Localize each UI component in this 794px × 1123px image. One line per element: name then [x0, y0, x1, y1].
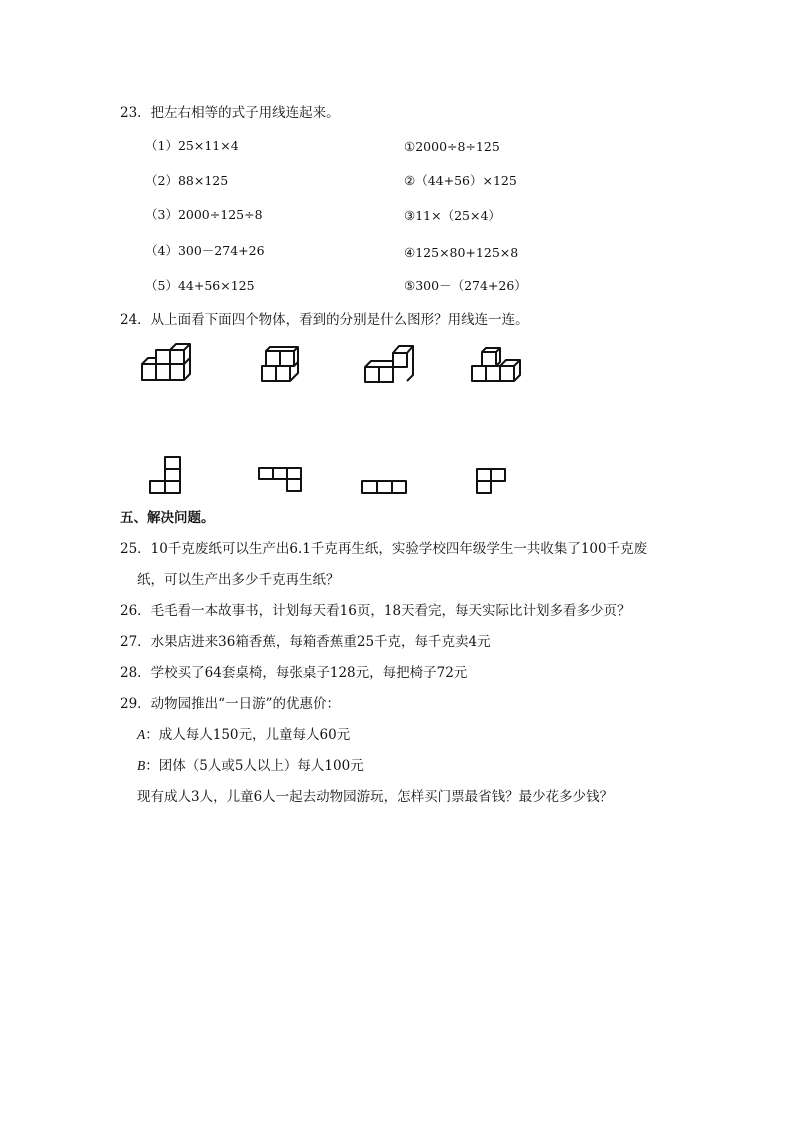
cube-object-1 [140, 340, 196, 384]
problem-29-option-b [137, 757, 364, 775]
q23-left-3: （3）2000÷125÷8 [145, 207, 263, 222]
q23-right-2: ②（44+56）×125 [404, 173, 517, 188]
cube-object-4 [470, 346, 524, 384]
cube-object-2 [260, 346, 306, 384]
q23-left-2: （2）88×125 [145, 173, 229, 188]
q23-left-1: （1）25×11×4 [145, 138, 239, 153]
q24-title: 24．从上面看下面四个物体，看到的分别是什么图形？用线连一连。 [120, 312, 529, 328]
top-view-shape-2 [256, 465, 306, 495]
problem-29-option-a [137, 726, 350, 744]
q23-right-1: ①2000÷8÷125 [404, 139, 500, 154]
q23-left-5: （5）44+56×125 [145, 278, 255, 293]
section-heading: 五、解决问题。 [120, 510, 215, 526]
q23-right-5: ⑤300－（274+26） [404, 278, 527, 293]
problem-28: 28．学校买了64套桌椅，每张桌子128元，每把椅子72元 [120, 665, 468, 681]
cube-object-3 [363, 343, 415, 385]
option-a-label: A [137, 727, 146, 742]
problem-27: 27．水果店进来36箱香蕉，每箱香蕉重25千克，每千克卖4元 [120, 634, 491, 650]
problem-26: 26．毛毛看一本故事书，计划每天看16页，18天看完，每天实际比计划多看多少页？ [120, 603, 631, 619]
problem-25-line2: 纸，可以生产出多少千克再生纸？ [137, 572, 340, 588]
option-b-label: B [137, 758, 146, 773]
problem-25-line1: 25．10千克废纸可以生产出6.1千克再生纸，实验学校四年级学生一共收集了100千克废 [120, 541, 648, 557]
problem-29-title: 29．动物园推出“一日游”的优惠价： [120, 696, 340, 712]
option-a-text: ：成人每人150元，儿童每人60元 [145, 727, 351, 743]
q23-right-3: ③11×（25×4） [404, 208, 501, 223]
top-view-shape-3 [359, 478, 409, 498]
problem-29-question: 现有成人3人，儿童6人一起去动物园游玩，怎样买门票最省钱？最少花多少钱？ [137, 789, 614, 805]
top-view-shape-4 [474, 466, 510, 496]
q23-title: 23．把左右相等的式子用线连起来。 [120, 105, 340, 121]
q23-left-4: （4）300－274+26 [145, 243, 265, 258]
option-b-text: ：团体（5人或5人以上）每人100元 [145, 758, 364, 774]
q23-right-4: ④125×80+125×8 [404, 245, 519, 260]
top-view-shape-1 [145, 455, 185, 495]
